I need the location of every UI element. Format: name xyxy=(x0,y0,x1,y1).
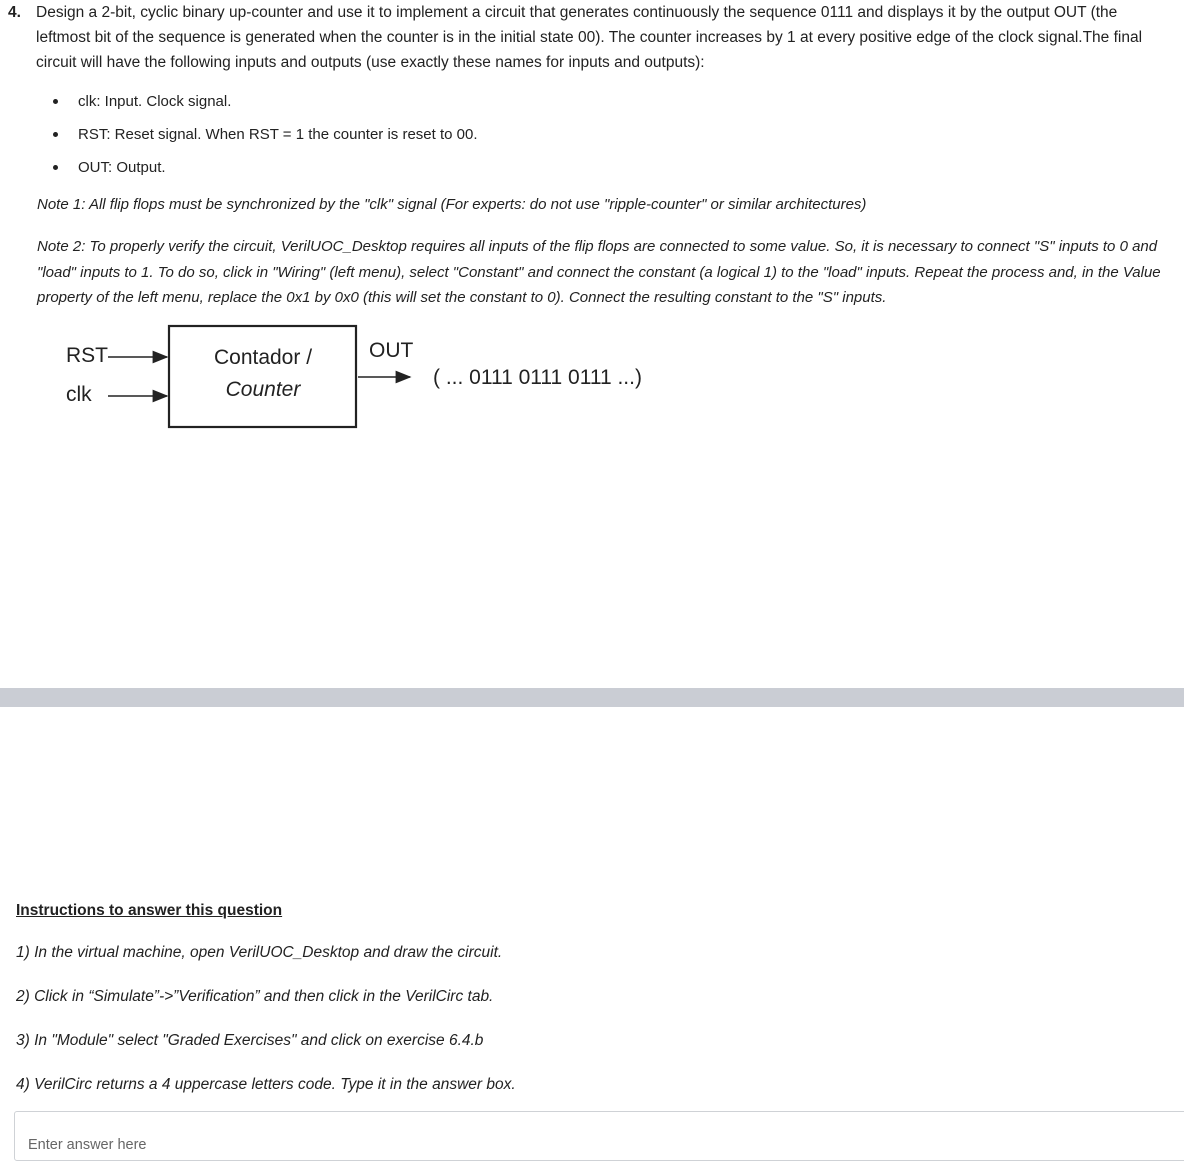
counter-label-en: Counter xyxy=(225,378,301,401)
note-2: Note 2: To properly verify the circuit, VerilUOC_Desktop requires all inputs of the flip flops are connected to some value. So, it is necessary to connect "S" inputs to 0 and "load" inputs to 1. To do so, click in "Wiring" (left menu), select "Constant" and connect the constant (a logical 1) to the "load" inputs. Repeat the process and, in the Value property of the left menu, replace the 0x1 by 0x0 (this will set the constant to 0). Connect the resulting constant to the "S" inputs. xyxy=(37,238,1161,306)
diagram-drawing xyxy=(0,310,800,450)
out-output-label: OUT xyxy=(369,339,414,362)
instructions-title: Instructions to answer this question xyxy=(16,902,283,919)
io-item-clk: clk: Input. Clock signal. xyxy=(50,90,478,123)
io-list xyxy=(50,90,478,189)
io-item-out: OUT: Output. xyxy=(50,156,478,189)
note-1: Note 1: All flip flops must be synchronized by the "clk" signal (For experts: do not use "ripple-counter" or similar architectures) xyxy=(37,196,867,213)
instruction-step-4: 4) VerilCirc returns a 4 uppercase letters code. Type it in the answer box. xyxy=(16,1076,516,1093)
section-divider xyxy=(0,688,1184,707)
instruction-step-1: 1) In the virtual machine, open VerilUOC_Desktop and draw the circuit. xyxy=(16,944,503,961)
question-number: 4. xyxy=(8,4,21,21)
rst-input-label: RST xyxy=(66,344,108,367)
counter-label-es: Contador / xyxy=(213,346,313,369)
instruction-step-2: 2) Click in “Simulate”->”Verification” and then click in the VerilCirc tab. xyxy=(16,988,494,1005)
clk-input-label: clk xyxy=(66,383,92,406)
counter-diagram xyxy=(0,310,800,450)
question-statement xyxy=(8,0,1168,75)
instruction-step-3: 3) In "Module" select "Graded Exercises" and click on exercise 6.4.b xyxy=(16,1032,484,1049)
instructions-block xyxy=(16,898,1176,1093)
io-item-rst: RST: Reset signal. When RST = 1 the counter is reset to 00. xyxy=(50,123,478,156)
output-sequence: ( ... 0111 0111 0111 ...) xyxy=(433,366,642,389)
question-text: Design a 2-bit, cyclic binary up-counter and use it to implement a circuit that generates continuously the sequence 0111 and displays it by the output OUT (the leftmost bit of the sequence is generated when the counter is in the initial state 00). The counter increases by 1 at every positive edge of the clock signal.The final circuit will have the following inputs and outputs (use exactly these names for inputs and outputs): xyxy=(36,4,1143,71)
counter-box xyxy=(169,326,356,427)
answer-input[interactable] xyxy=(14,1111,1184,1161)
